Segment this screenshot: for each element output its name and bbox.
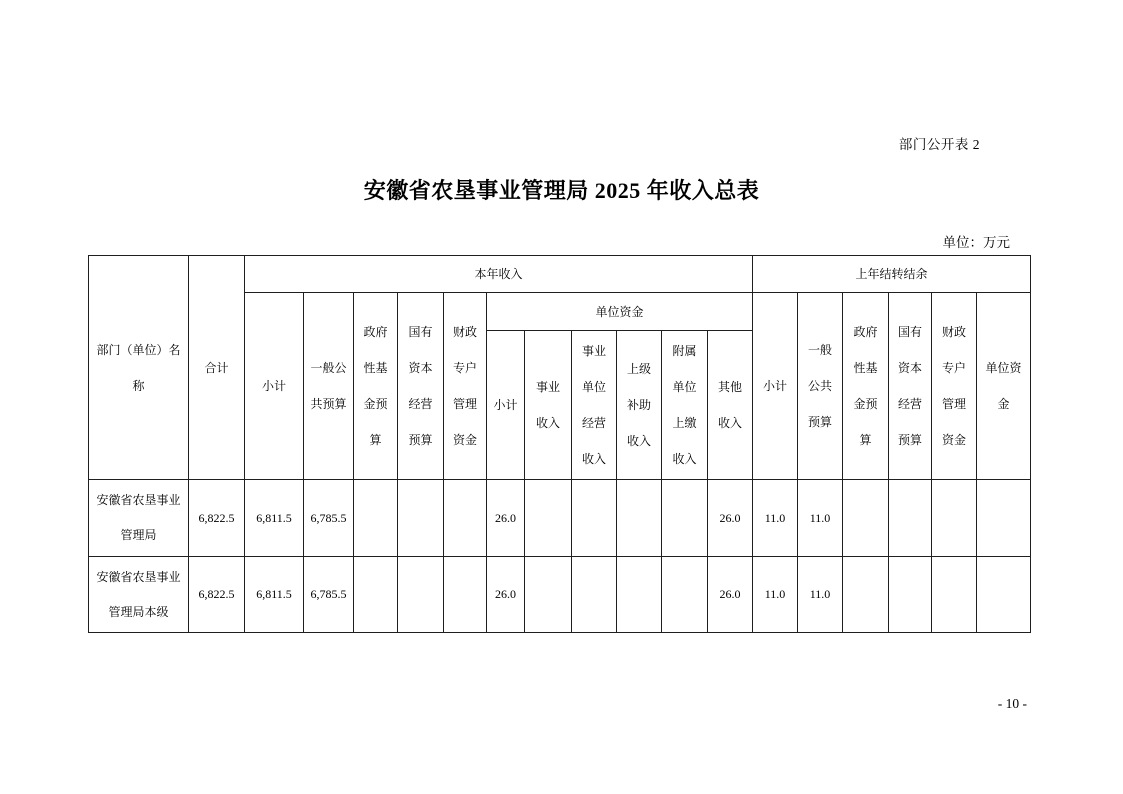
header-cy-government-fund-budget: 政府性基金预算 (354, 293, 398, 480)
row-dept-name: 安徽省农垦事业管理局 (89, 480, 189, 557)
table-header (89, 256, 1031, 480)
cell-co-subtotal: 11.0 (753, 557, 798, 633)
header-co-fiscal-special-account: 财政专户管理资金 (932, 293, 977, 480)
header-uf-business-unit-operating-income: 事业单位经营收入 (572, 331, 617, 480)
cell-co-unit-funds (977, 557, 1031, 633)
cell-uf-affiliated-unit-turnover-income (662, 480, 708, 557)
cell-uf-other-income: 26.0 (708, 480, 753, 557)
cell-co-subtotal: 11.0 (753, 480, 798, 557)
cell-uf-business-unit-operating-income (572, 557, 617, 633)
header-unit-funds-group: 单位资金 (487, 293, 753, 331)
cell-cy-subtotal: 6,811.5 (245, 557, 304, 633)
cell-co-unit-funds (977, 480, 1031, 557)
cell-uf-superior-subsidy-income (617, 480, 662, 557)
header-cy-subtotal: 小计 (245, 293, 304, 480)
header-grand-total: 合计 (189, 256, 245, 480)
page-number: - 10 - (997, 696, 1027, 711)
header-uf-superior-subsidy-income: 上级补助收入 (617, 331, 662, 480)
header-row-groups (89, 256, 1031, 293)
cell-co-state-capital-budget (889, 480, 932, 557)
table-row (89, 557, 1031, 633)
cell-uf-business-income (525, 557, 572, 633)
header-co-general-public-budget: 一般公共预算 (798, 293, 843, 480)
cell-co-government-fund-budget (843, 557, 889, 633)
header-cy-general-public-budget: 一般公共预算 (304, 293, 354, 480)
cell-cy-subtotal: 6,811.5 (245, 480, 304, 557)
row-dept-name: 安徽省农垦事业管理局本级 (89, 557, 189, 633)
unit-note: 单位：万元 (942, 235, 1010, 250)
cell-uf-business-unit-operating-income (572, 480, 617, 557)
cell-cy-state-capital-budget (398, 480, 444, 557)
header-uf-business-income: 事业收入 (525, 331, 572, 480)
header-cy-state-capital-budget: 国有资本经营预算 (398, 293, 444, 480)
cell-cy-government-fund-budget (354, 480, 398, 557)
header-uf-affiliated-unit-turnover-income: 附属单位上缴收入 (662, 331, 708, 480)
cell-uf-affiliated-unit-turnover-income (662, 557, 708, 633)
header-co-unit-funds: 单位资金 (977, 293, 1031, 480)
cell-cy-general-public-budget: 6,785.5 (304, 480, 354, 557)
cell-grand-total: 6,822.5 (189, 480, 245, 557)
header-co-subtotal: 小计 (753, 293, 798, 480)
header-carryover-balance: 上年结转结余 (753, 256, 1031, 293)
header-dept-name: 部门（单位）名称 (89, 256, 189, 480)
cell-uf-subtotal: 26.0 (487, 557, 525, 633)
page-title: 安徽省农垦事业管理局 2025 年收入总表 (363, 178, 760, 203)
cell-cy-fiscal-special-account (444, 480, 487, 557)
cell-grand-total: 6,822.5 (189, 557, 245, 633)
cell-co-general-public-budget: 11.0 (798, 480, 843, 557)
cell-co-state-capital-budget (889, 557, 932, 633)
cell-uf-subtotal: 26.0 (487, 480, 525, 557)
header-cy-fiscal-special-account: 财政专户管理资金 (444, 293, 487, 480)
cell-co-general-public-budget: 11.0 (798, 557, 843, 633)
table-row (89, 480, 1031, 557)
table-body (89, 480, 1031, 633)
header-co-government-fund-budget: 政府性基金预算 (843, 293, 889, 480)
cell-uf-business-income (525, 480, 572, 557)
cell-co-government-fund-budget (843, 480, 889, 557)
cell-cy-state-capital-budget (398, 557, 444, 633)
cell-uf-superior-subsidy-income (617, 557, 662, 633)
cell-cy-general-public-budget: 6,785.5 (304, 557, 354, 633)
cell-co-fiscal-special-account (932, 480, 977, 557)
header-uf-other-income: 其他收入 (708, 331, 753, 480)
income-summary-table (88, 255, 1031, 633)
document-tag: 部门公开表 2 (898, 137, 980, 152)
cell-co-fiscal-special-account (932, 557, 977, 633)
header-current-year-income: 本年收入 (245, 256, 753, 293)
cell-uf-other-income: 26.0 (708, 557, 753, 633)
cell-cy-government-fund-budget (354, 557, 398, 633)
header-co-state-capital-budget: 国有资本经营预算 (889, 293, 932, 480)
header-uf-subtotal: 小计 (487, 331, 525, 480)
cell-cy-fiscal-special-account (444, 557, 487, 633)
